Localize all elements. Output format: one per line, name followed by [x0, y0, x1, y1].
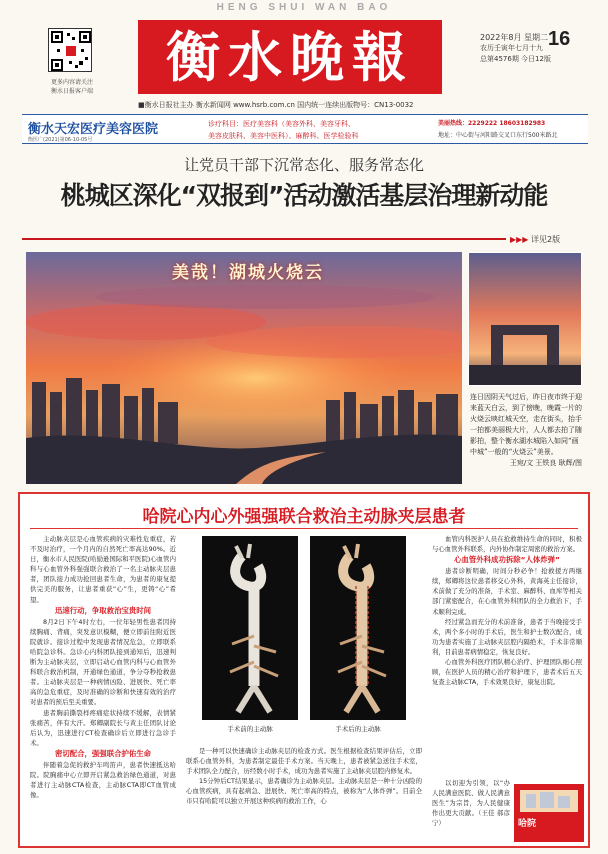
badge-label: 哈院	[518, 819, 537, 829]
masthead-logo: 衡水晚報	[138, 20, 442, 94]
lunar-date: 农历壬寅年七月十九	[480, 44, 543, 52]
subheading: 心血管外科成功拆除“人体炸弹”	[454, 555, 560, 565]
see-page-link[interactable]	[510, 234, 560, 245]
sunset-photo	[26, 252, 462, 484]
inset-photo	[468, 252, 582, 386]
paragraph: 患者胸前撕裂样疼痛症状持续不缓解，表情紧张痛苦，伴有大汗。郑卿副院长与黄主任团队讨论后认为，迅速进行CT检查确诊后立即进行急诊手术。	[30, 708, 176, 747]
paragraph: 主动脉夹层是心血管疾病的灾难性危重症，若不及时治疗，一个月内的自然死亡率高达90%。近日，衡水市人民医院(哈励逊国际和平医院)心血管内科与心血管外科强强联合救治了一名主动脉夹层患者，团队接力成功抢回患者生命，为患者的康复提供完美的服务，让患者重获“心”生，更铸“心”希望。	[30, 535, 176, 604]
article-column-3	[432, 534, 582, 774]
ad-address: 地址：中心街与河阳路交叉口东行500米路北	[438, 132, 558, 139]
photo-credit: 王宛/文 王铁良 耿辉/图	[509, 459, 582, 467]
subheading: 迅速行动，争取救治宝贵时间	[54, 605, 152, 615]
qr-code	[48, 28, 92, 72]
paragraph: 经过紧急而充分的术前准备，患者于当晚接受手术，两个多小时的手术后，医生和护士数次配合，成功为患者实施了主动脉夹层腔内隔绝术，手术非常顺利，目前患者病情稳定，恢复良好。	[432, 617, 582, 656]
paragraph: 15分钟后CT结果显示，患者确诊为主动脉夹层。主动脉夹层是一种十分凶险的心血管疾病，具有起病急、进展快、死亡率高的特点，被称为“人体炸弹”。目前全市只有哈院可以独立开展这种疾病的救治工作，心	[186, 777, 422, 806]
paragraph: 8月2日下午4时左右，一位年轻男性患者因持续胸痛、背痛，突发意识模糊，便立即前往附近医院就诊。接诊过程中发现患者情况危急，立即联系哈院急诊科。急诊心内科团队接到通知后，迅速判断为主动脉夹层，立即启动心血管内科与心血管外科联合救治机制，开通绿色通道，争分夺秒抢救患者。主动脉夹层是一种病情凶险、进展快、死亡率高的急危重症，及时准确的诊断和快速有效的治疗对患者的预后至关重要。	[30, 617, 176, 707]
ad-services-line2: 美容皮肤科、美容中医科）、麻醉科、医学检验科	[208, 132, 359, 140]
info-strip: ■衡水日报社主办 衡水新闻网 www.hsrb.com.cn 国内统一连续出版物号：CN13-0032	[138, 101, 414, 109]
aorta-before-image	[202, 536, 298, 720]
see-page-label: 详见2版	[531, 235, 561, 244]
lead-kicker: 让党员干部下沉常态化、服务常态化	[183, 156, 424, 174]
aorta-after-image	[310, 536, 406, 720]
issue-day: 16	[548, 28, 571, 50]
ad-phone: 美丽热线：2229222 18603182983	[438, 120, 546, 127]
subheading: 密切配合，强强联合护佑生命	[54, 748, 152, 758]
date: 2022年8月	[480, 33, 522, 42]
issue-total: 总第4576期 今日12版	[480, 55, 551, 63]
ad-license: 衡医广(2021)第06-10-05号	[28, 137, 93, 143]
paragraph: 是一种可以快速确诊主动脉夹层的检查方式。医生根据检查结果评估后，立即联系心血管外科，为患者制定最佳手术方案。当天晚上，患者被紧急送往手术室，手术团队全力配合，历经数小时手术，成功为患者实施了主动脉夹层腔内修复术。	[186, 747, 422, 776]
hospital-ad	[22, 114, 588, 144]
lead-headline: 桃城区深化“双报到”活动激活基层治理新动能	[60, 181, 548, 210]
article-column-1	[30, 534, 176, 844]
ad-hospital-name: 衡水天宏医疗美容医院	[28, 122, 159, 137]
divider	[22, 238, 506, 240]
paragraph: 心血管外科医疗团队精心治疗、护理团队细心照顾，在医护人员的精心治疗和护理下，患者术后五天复查主动脉CTA，手术效果良好，康复出院。	[432, 658, 582, 687]
triangle-arrows-icon: ▶▶▶	[510, 235, 529, 244]
feature-article	[18, 492, 590, 848]
paragraph: 伴随着急促的救护车鸣笛声，患者快速抵达哈院。院胸痛中心立即开启紧急救治绿色通道，对患者进行主动脉CTA检查，主动脉CTA即CT血管成像。	[30, 760, 176, 800]
photo-caption-text: 连日因阴天气过后，昨日夜市终于迎来蓝天白云，到了傍晚，晚霞一片的火烧云映红城天空，走在街头，抬手一拍都美丽极大片，人人都去拍了随影拍，整个衡水湖水城陷入如同“画中城”一般的“火烧云”美景。	[470, 393, 582, 456]
qr-note: 更多内容请关注 衡水日报客户端	[50, 79, 93, 95]
date-block	[480, 32, 590, 65]
after-caption: 手术后的主动脉	[335, 725, 381, 733]
latin-masthead: HENG SHUI WAN BAO	[216, 2, 392, 13]
photo-caption	[470, 392, 582, 469]
hospital-badge	[514, 784, 584, 842]
paragraph: 以切迎为引领，以“办人民满意医院、做人民满意医生”为宗旨，为人民健康作出更大贡献。（王佳 郝彦宁）	[432, 779, 510, 827]
photo-title: 美哉！湖城火烧云	[172, 263, 324, 283]
ad-services	[208, 118, 428, 142]
ad-services-line1: 诊疗科目：医疗美容科（美容外科、美容牙科、	[208, 120, 355, 128]
ad-contact	[438, 118, 584, 142]
before-caption: 手术前的主动脉	[227, 725, 273, 733]
article-title: 哈院心内心外强强联合救治主动脉夹层患者	[142, 507, 466, 527]
article-tail	[432, 778, 510, 844]
paragraph: 患者诊断明确，时间分秒必争！抢救援方两继续，郑卿将这位患者移交心外科，黄海英主任接诊，术前做了充分的准备，手术室、麻醉科、血库等相关部门紧密配合，在心血管外科团队的全力救治下，手术顺利完成。	[432, 567, 582, 616]
article-divider	[30, 528, 578, 529]
article-column-2	[186, 746, 422, 844]
paragraph: 血管内科医护人员在抢救维持生命的同时，积极与心血管外科联系，内外协作制定周密的救治方案。	[432, 535, 582, 554]
weekday: 星期二	[524, 33, 548, 42]
